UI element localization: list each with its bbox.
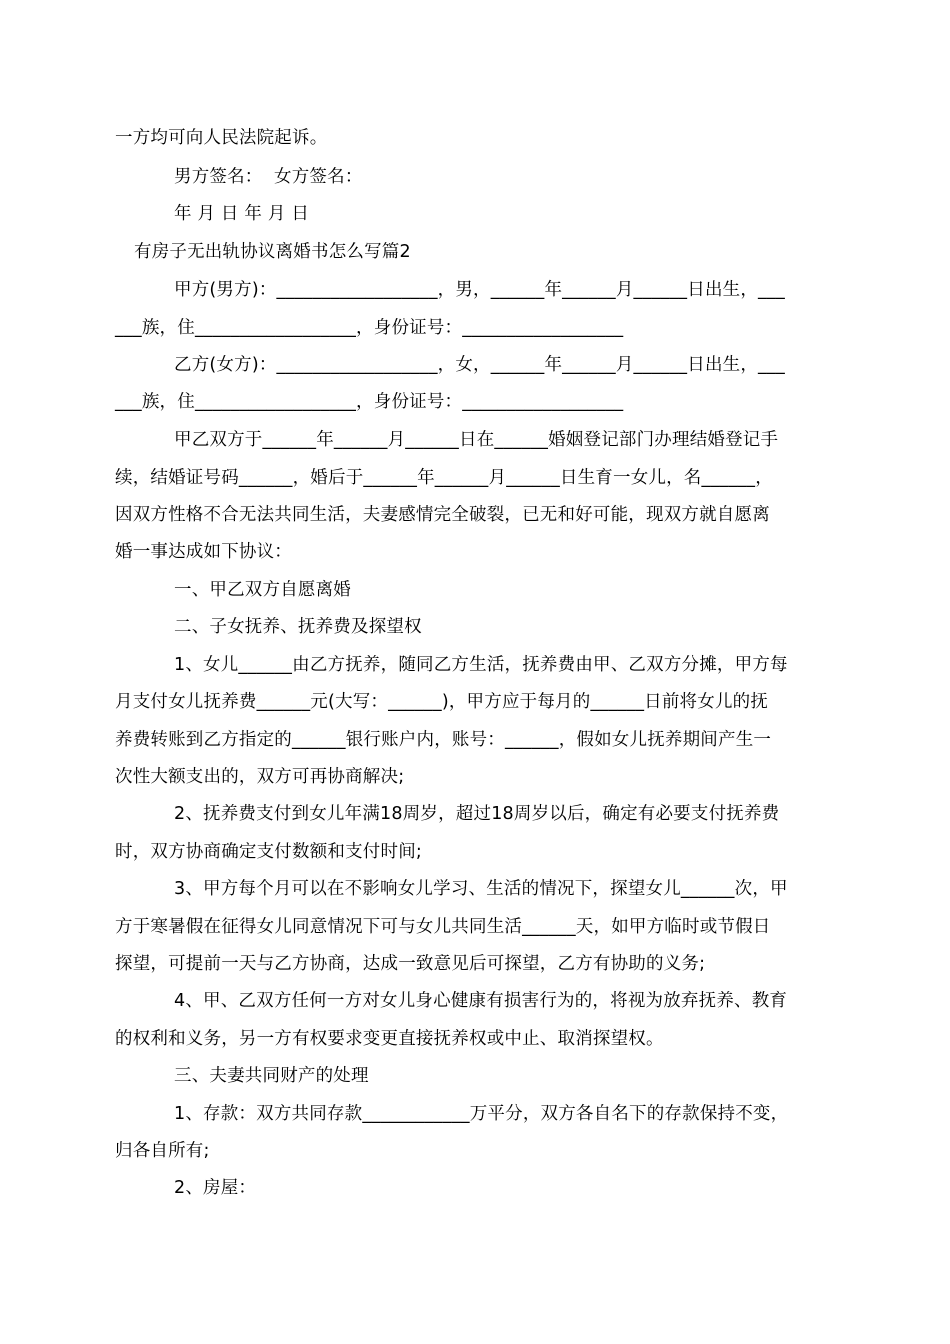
section-title: 有房子无出轨协议离婚书怎么写篇2 <box>134 242 411 262</box>
date-line: 年 月 日 年 月 日 <box>174 204 310 224</box>
party-b-line: 乙方(女方)：__________________，女，______年______月______日出生，___ <box>174 355 785 375</box>
clause-line: 的权利和义务，另一方有权要求变更直接抚养权或中止、取消探望权。 <box>115 1029 664 1049</box>
paragraph-line: 甲乙双方于______年______月______日在______婚姻登记部门办理结婚登记手 <box>174 430 779 450</box>
clause-heading: 一、甲乙双方自愿离婚 <box>174 580 351 600</box>
clause-heading: 三、夫妻共同财产的处理 <box>174 1066 369 1086</box>
clause-line: 月支付女儿抚养费______元(大写：______)，甲方应于每月的______日前将女儿的抚 <box>115 692 769 712</box>
party-a-line: ___族，住__________________，身份证号：__________________ <box>115 318 624 338</box>
clause-line: 2、抚养费支付到女儿年满18周岁，超过18周岁以后，确定有必要支付抚养费 <box>174 804 780 824</box>
paragraph-line: 续，结婚证号码______，婚后于______年______月______日生育一女儿，名______， <box>115 468 773 488</box>
clause-line: 4、甲、乙双方任何一方对女儿身心健康有损害行为的，将视为放弃抚养、教育 <box>174 991 788 1011</box>
clause-heading: 二、子女抚养、抚养费及探望权 <box>174 617 422 637</box>
signature-line: 男方签名： 女方签名： <box>174 167 363 187</box>
party-a-line: 甲方(男方)：__________________，男，______年______月______日出生，___ <box>174 280 785 300</box>
clause-line: 时，双方协商确定支付数额和支付时间; <box>115 842 422 862</box>
paragraph-line: 婚一事达成如下协议： <box>115 542 292 562</box>
clause-line: 3、甲方每个月可以在不影响女儿学习、生活的情况下，探望女儿______次，甲 <box>174 879 788 899</box>
clause-line: 2、房屋： <box>174 1178 257 1198</box>
clause-line: 归各自所有; <box>115 1141 210 1161</box>
clause-line: 方于寒暑假在征得女儿同意情况下可与女儿共同生活______天，如甲方临时或节假日 <box>115 917 771 937</box>
party-b-line: ___族，住__________________，身份证号：__________________ <box>115 392 624 412</box>
clause-line: 探望，可提前一天与乙方协商，达成一致意见后可探望，乙方有协助的义务; <box>115 954 706 974</box>
text-line: 一方均可向人民法院起诉。 <box>115 128 328 148</box>
clause-line: 养费转账到乙方指定的______银行账户内，账号：______，假如女儿抚养期间产生一 <box>115 730 772 750</box>
clause-line: 1、女儿______由乙方抚养，随同乙方生活，抚养费由甲、乙双方分摊，甲方每 <box>174 655 788 675</box>
clause-line: 1、存款：双方共同存款____________万平分，双方各自名下的存款保持不变， <box>174 1104 789 1124</box>
clause-line: 次性大额支出的，双方可再协商解决; <box>115 767 405 787</box>
paragraph-line: 因双方性格不合无法共同生活，夫妻感情完全破裂，已无和好可能，现双方就自愿离 <box>115 505 770 525</box>
